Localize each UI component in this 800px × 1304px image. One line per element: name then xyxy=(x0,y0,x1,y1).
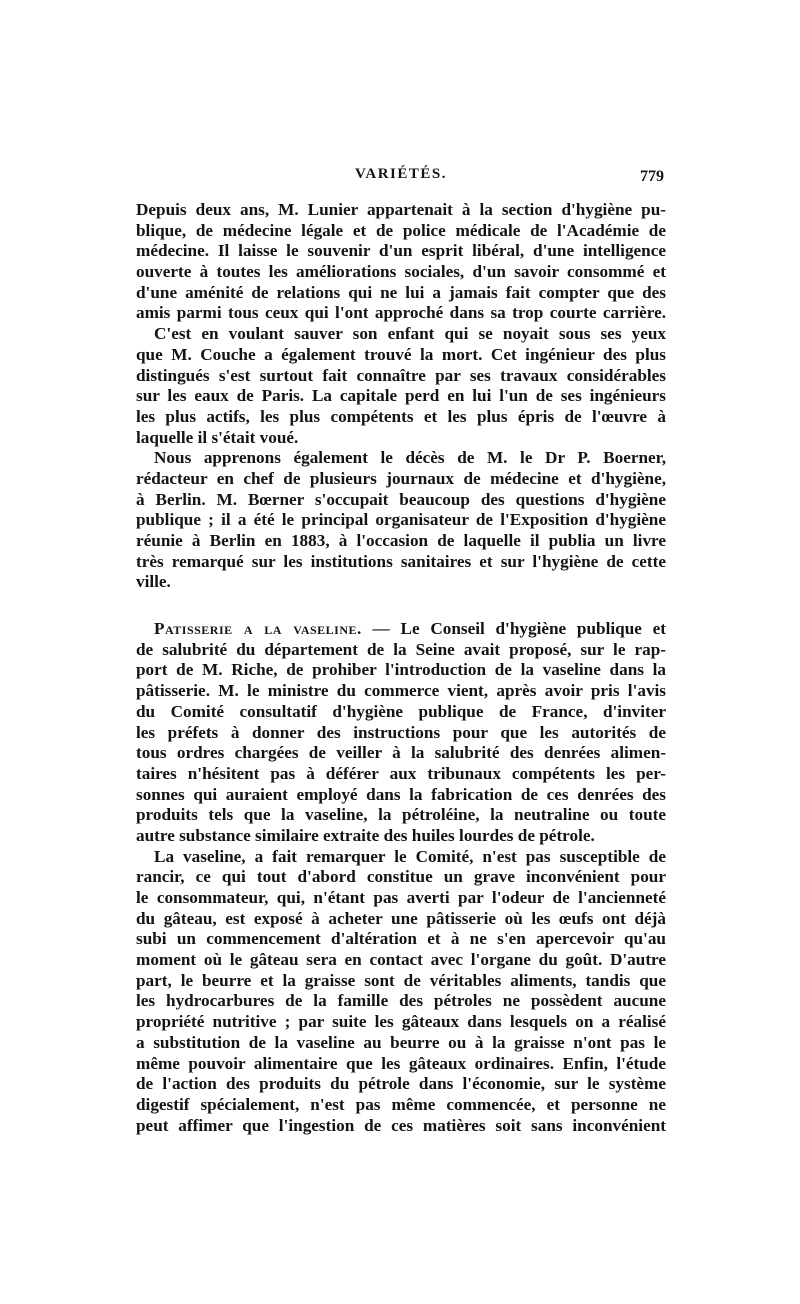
text-line: pâtisserie. M. le ministre du commerce vient, après avoir pris l'avis xyxy=(136,681,666,701)
text-line: autre substance similaire extraite des huiles lourdes de pétrole. xyxy=(136,825,595,845)
text-line: digestif spécialement, n'est pas même commencée, et personne ne xyxy=(136,1094,666,1114)
text-line: rédacteur en chef de plusieurs journaux de médecine et d'hygiène, xyxy=(136,468,666,488)
running-head xyxy=(136,166,666,190)
text-line: très remarqué sur les institutions sanitaires et sur l'hygiène de cette xyxy=(136,551,666,571)
text-line: propriété nutritive ; par suite les gâteaux dans lesquels on a réalisé xyxy=(136,1012,666,1032)
text-line: moment où le gâteau sera en contact avec l'organe du goût. D'autre xyxy=(136,950,666,970)
text-line: port de M. Riche, de prohiber l'introduction de la vaseline dans la xyxy=(136,660,666,680)
paragraph-boerner xyxy=(136,448,666,593)
text-line: médecine. Il laisse le souvenir d'un esprit libéral, d'une intelligence xyxy=(136,241,666,261)
text-line: réunie à Berlin en 1883, à l'occasion de laquelle il publia un livre xyxy=(136,531,666,550)
section-separator xyxy=(136,593,666,619)
text-line: d'une aménité de relations qui ne lui a jamais fait compter que des xyxy=(136,282,666,302)
paragraph-lunier xyxy=(136,200,666,324)
text-line: amis parmi tous ceux qui l'ont approché dans sa trop courte carrière. xyxy=(136,303,666,323)
text-line: du Comité consultatif d'hygiène publique de France, d'inviter xyxy=(136,701,666,721)
text-line: les hydrocarbures de la famille des pétroles ne possèdent aucune xyxy=(136,991,666,1011)
text-line: ouverte à toutes les améliorations sociales, d'un savoir consommé et xyxy=(136,262,666,282)
text-line: produits tels que la vaseline, la pétroléine, la neutraline ou toute xyxy=(136,805,666,825)
text-line: tous ordres chargées de veiller à la salubrité des denrées alimen- xyxy=(136,743,666,763)
text-line: le consommateur, qui, n'étant pas averti par l'odeur de l'ancienneté xyxy=(136,888,666,907)
text-line: même pouvoir alimentaire que les gâteaux ordinaires. Enfin, l'étude xyxy=(136,1053,666,1073)
text-line: sur les eaux de Paris. La capitale perd en lui l'un de ses ingénieurs xyxy=(136,386,666,406)
text-line: de salubrité du département de la Seine avait proposé, sur le rap- xyxy=(136,639,666,659)
text-line: publique ; il a été le principal organisateur de l'Exposition d'hygiène xyxy=(136,510,666,530)
running-title: VARIÉTÉS. xyxy=(354,166,447,182)
text-line: les préfets à donner des instructions pour que les autorités de xyxy=(136,722,666,742)
text-line: peut affimer que l'ingestion de ces matières soit sans inconvénient xyxy=(136,1115,666,1135)
section-heading: Patisserie a la vaseline. xyxy=(154,619,362,639)
body-text xyxy=(136,200,666,1136)
text-line: blique, de médecine légale et de police médicale de l'Académie de xyxy=(136,220,666,240)
text-line: part, le beurre et la graisse sont de véritables aliments, tandis que xyxy=(136,970,666,990)
text-line: du gâteau, est exposé à acheter une pâtisserie où les œufs ont déjà xyxy=(136,908,666,928)
text-line: La vaseline, a fait remarquer le Comité, n'est pas susceptible de xyxy=(154,846,666,866)
text-line: les plus actifs, les plus compétents et les plus épris de l'œuvre à xyxy=(136,406,666,426)
paragraph-comite xyxy=(136,847,666,1137)
text-line: ville. xyxy=(136,572,171,592)
text-line: de l'action des produits du pétrole dans l'économie, sur le système xyxy=(136,1074,666,1094)
text-line: que M. Couche a également trouvé la mort. Cet ingénieur des plus xyxy=(136,344,666,364)
text-line: Nous apprenons également le décès de M. le Dr P. Boerner, xyxy=(154,448,666,468)
text-line: sonnes qui auraient employé dans la fabrication de ces denrées des xyxy=(136,784,666,804)
text-line: taires n'hésitent pas à déférer aux tribunaux compétents les per- xyxy=(136,763,666,783)
text-line: Depuis deux ans, M. Lunier appartenait à la section d'hygiène pu- xyxy=(136,200,666,219)
text-line: à Berlin. M. Bœrner s'occupait beaucoup des questions d'hygiène xyxy=(136,489,666,509)
paragraph-couche xyxy=(136,324,666,448)
text-line: a substitution de la vaseline au beurre ou à la graisse n'ont pas le xyxy=(136,1032,666,1052)
text-span: — Le Conseil d'hygiène publique et xyxy=(361,619,666,639)
text-line: C'est en voulant sauver son enfant qui se noyait sous ses yeux xyxy=(154,324,666,344)
page-number: 779 xyxy=(640,168,664,185)
text-line: distingués s'est surtout fait connaître par ses travaux considérables xyxy=(136,365,666,385)
text-line: rancir, ce qui tout d'abord constitue un grave inconvénient pour xyxy=(136,867,666,887)
text-line xyxy=(136,619,666,640)
text-line: subi un commencement d'altération et à ne s'en apercevoir qu'au xyxy=(136,929,666,949)
text-line: laquelle il s'était voué. xyxy=(136,427,299,447)
paragraph-vaseline xyxy=(136,619,666,847)
